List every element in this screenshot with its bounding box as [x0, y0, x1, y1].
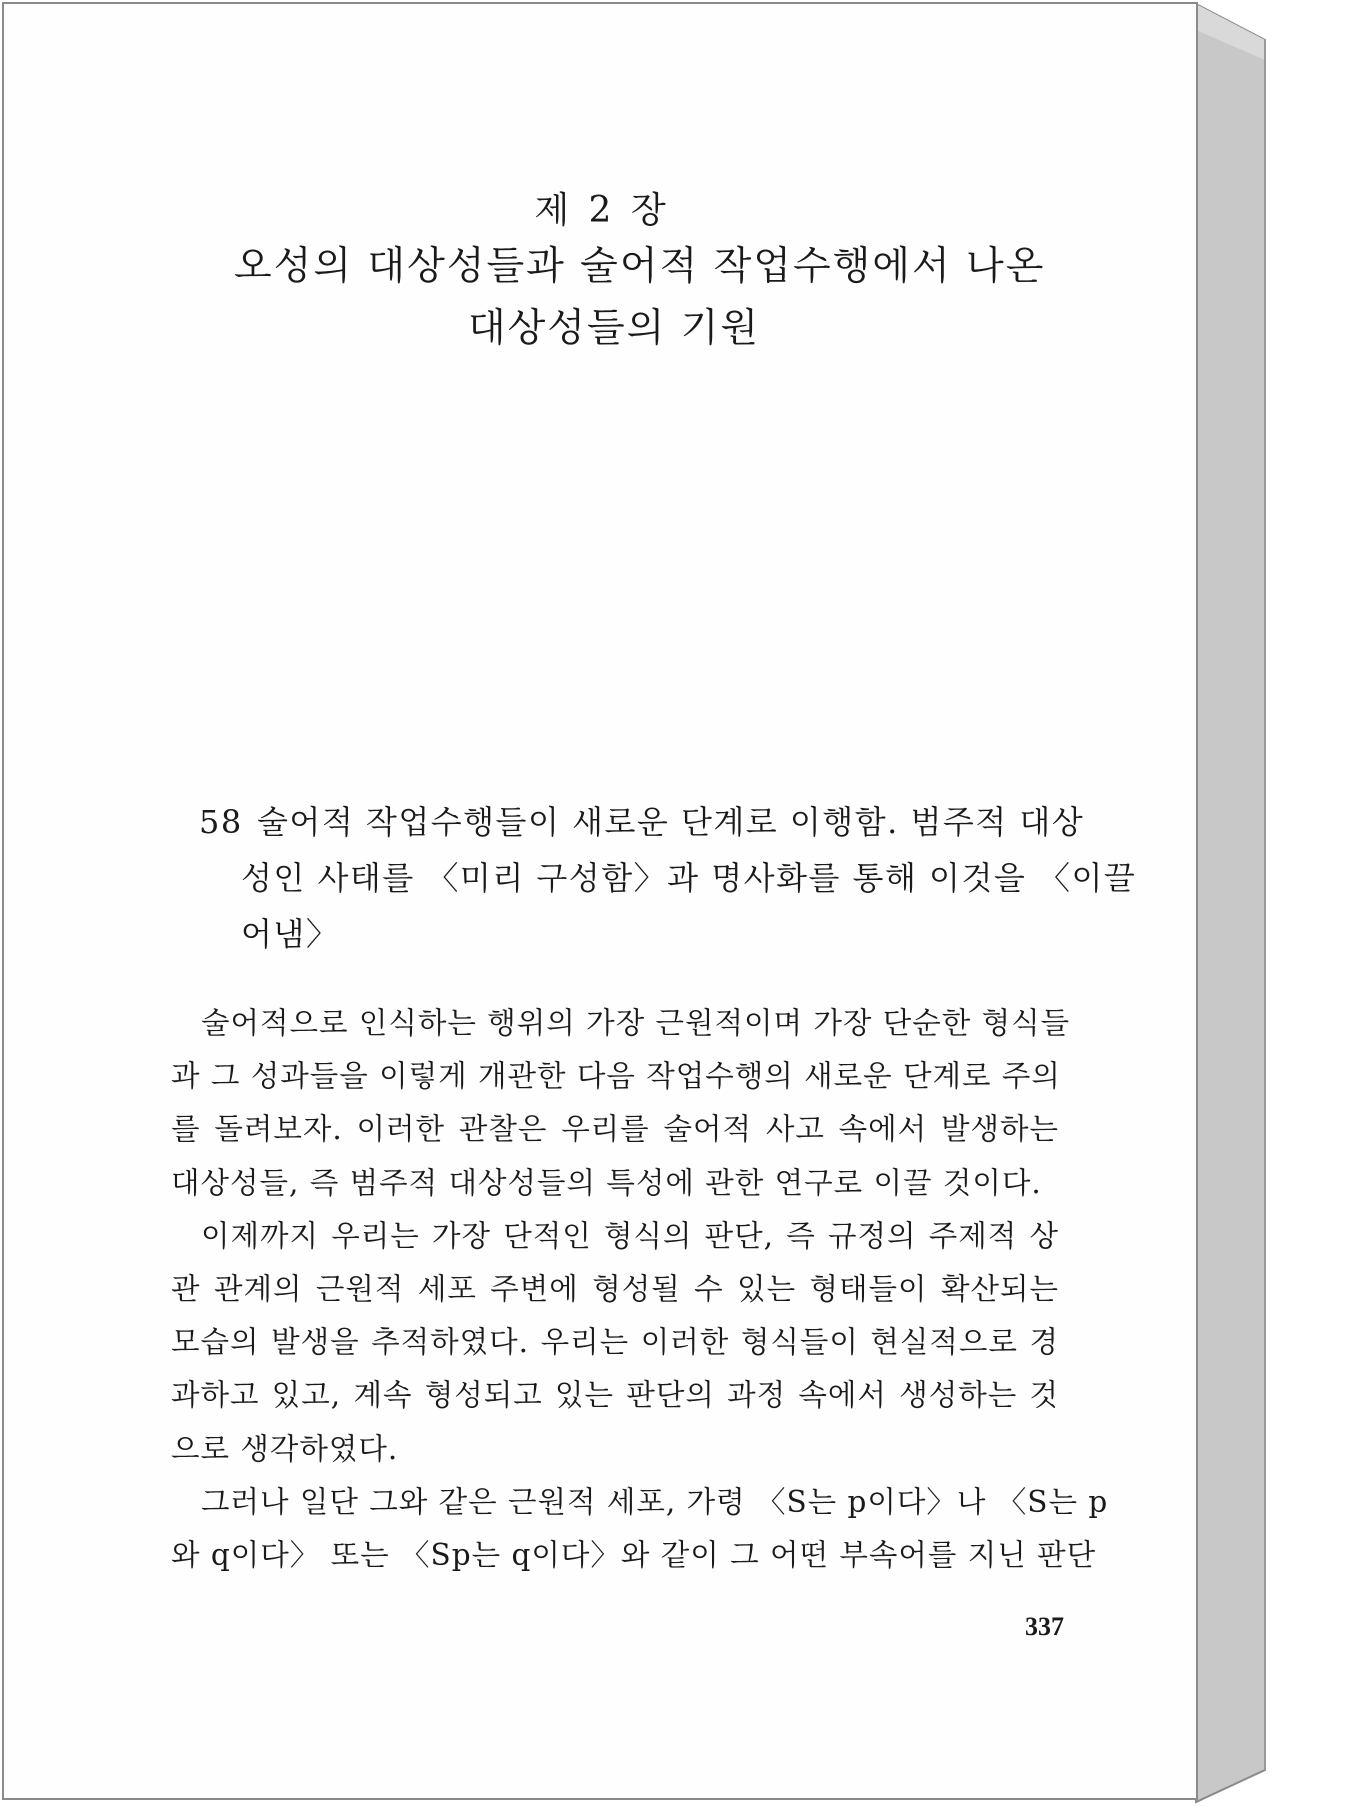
- text-line: 그러나 일단 그와 같은 근원적 세포, 가령 〈S는 p이다〉나 〈S는 p: [201, 1484, 1109, 1519]
- paragraph: [171, 1210, 1059, 1476]
- text-line: 관 관계의 근원적 세포 주변에 형성될 수 있는 형태들이 확산되는: [171, 1271, 1059, 1306]
- text-line: 모습의 발생을 추적하였다. 우리는 이러한 형식들이 현실적으로 경: [171, 1325, 1059, 1360]
- section-heading-line: [199, 794, 1085, 850]
- text-line: 대상성들, 즉 범주적 대상성들의 특성에 관한 연구로 이끌 것이다.: [171, 1165, 1042, 1200]
- paragraph: [171, 1476, 1109, 1582]
- chapter-title: [234, 236, 1046, 360]
- chapter-title-line: 오성의 대상성들과 술어적 작업수행에서 나온: [234, 244, 1046, 289]
- text-line: 과하고 있고, 계속 형성되고 있는 판단의 과정 속에서 생성하는 것: [171, 1378, 1059, 1413]
- body-text: [171, 997, 1109, 1582]
- section-heading-line: 어냄〉: [241, 915, 340, 953]
- section-heading: [199, 794, 1137, 962]
- text-line: 를 돌려보자. 이러한 관찰은 우리를 술어적 사고 속에서 발생하는: [171, 1112, 1059, 1147]
- chapter-title-line: 대상성들의 기원: [467, 306, 761, 351]
- paragraph: [171, 997, 1071, 1210]
- chapter-number: 제 2 장: [534, 190, 670, 231]
- text-line: 와 q이다〉 또는 〈Sp는 q이다〉와 같이 그 어떤 부속어를 지닌 판단: [171, 1537, 1097, 1572]
- text-line: 과 그 성과들을 이렇게 개관한 다음 작업수행의 새로운 단계로 주의: [171, 1059, 1061, 1094]
- page-number: 337: [1025, 1612, 1064, 1641]
- text-line: 으로 생각하였다.: [171, 1431, 399, 1466]
- book-page: [2, 2, 1198, 1800]
- section-heading-line: 성인 사태를 〈미리 구성함〉과 명사화를 통해 이것을 〈이끌: [241, 859, 1137, 897]
- text-line: 이제까지 우리는 가장 단적인 형식의 판단, 즉 규정의 주제적 상: [201, 1218, 1059, 1253]
- section-number: 58: [199, 803, 243, 841]
- text-line: 술어적으로 인식하는 행위의 가장 근원적이며 가장 단순한 형식들: [201, 1006, 1071, 1040]
- book-spine-side: [1196, 4, 1265, 1802]
- section-title-text: 술어적 작업수행들이 새로운 단계로 이행함. 범주적 대상: [257, 803, 1085, 841]
